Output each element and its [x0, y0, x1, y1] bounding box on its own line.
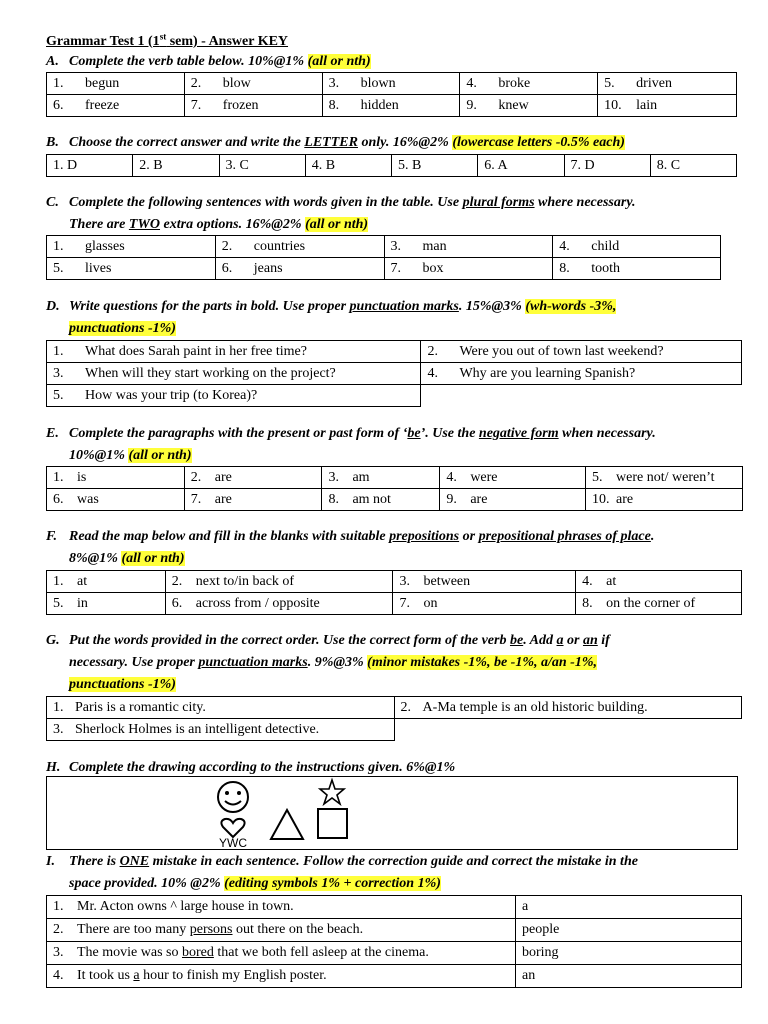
section-i-table: [46, 895, 742, 988]
item-number: 4.: [53, 968, 64, 983]
answer-text: are: [470, 491, 488, 507]
section-e-heading: [46, 423, 656, 467]
item-number: 5.: [53, 595, 64, 611]
item-number: 3.: [53, 721, 64, 737]
answer-text: is: [77, 469, 87, 485]
section-text: space provided. 10% @2%: [69, 876, 225, 891]
table-row: [47, 155, 737, 177]
section-text: 8%@1%: [69, 551, 122, 566]
section-text: where necessary.: [534, 195, 636, 210]
answer-cell: [394, 697, 741, 719]
answer-text: am: [352, 469, 370, 485]
sentence-text: hour to finish my English poster.: [139, 968, 327, 983]
mistake-word: a: [133, 968, 140, 983]
section-c-table: [46, 235, 721, 280]
section-text: Write questions for the parts in bold. Use proper: [69, 299, 350, 314]
answer-text: Why are you learning Spanish?: [459, 365, 636, 381]
answer-text: child: [591, 238, 620, 254]
answer-text: begun: [85, 75, 120, 91]
drawing-box: [46, 776, 738, 850]
sentence-cell: [47, 896, 516, 919]
scoring-note: punctuations -1%): [69, 321, 176, 336]
item-number: 4.: [466, 75, 477, 91]
answer-cell: 1. D: [47, 155, 133, 177]
answer-cell: 8. C: [650, 155, 736, 177]
section-text: extra options. 16%@2%: [160, 217, 306, 232]
title-post: sem) - Answer KEY: [166, 33, 289, 49]
square-icon: [318, 809, 347, 838]
item-number: 8.: [328, 97, 340, 113]
answer-cell: [47, 697, 395, 719]
sentence-cell: [47, 942, 516, 965]
answer-cell: [47, 95, 185, 117]
section-d-heading: [46, 296, 616, 340]
answer-cell: [576, 593, 742, 615]
ywc-label: YWC: [219, 836, 247, 849]
answer-cell: [47, 258, 216, 280]
section-text: . Add: [523, 633, 557, 648]
answer-cell: 4. B: [305, 155, 391, 177]
item-number: 1.: [53, 573, 64, 589]
section-text-underlined: ONE: [119, 854, 150, 869]
answer-text: blow: [222, 75, 251, 91]
item-number: 7.: [390, 260, 402, 276]
item-number: 2.: [171, 573, 183, 589]
answer-cell: [576, 571, 742, 593]
answer-text: on the corner of: [606, 595, 696, 611]
table-row: [47, 385, 742, 407]
item-number: 7.: [399, 595, 410, 611]
section-text: There is: [69, 854, 120, 869]
table-row: [47, 593, 742, 615]
table-row: [47, 258, 721, 280]
section-text: if: [597, 633, 610, 648]
answer-cell: [440, 489, 586, 511]
answer-text: was: [77, 491, 99, 507]
section-letter: G.: [46, 633, 60, 648]
item-number: 3.: [328, 469, 339, 485]
sentence-text: There are too many: [77, 922, 190, 937]
scoring-note: (editing symbols 1% + correction 1%): [224, 876, 441, 891]
correction-cell: an: [516, 965, 742, 988]
table-row: [47, 95, 737, 117]
item-number: 5.: [604, 75, 615, 91]
section-a-heading: [46, 51, 371, 73]
drawing: [47, 777, 737, 849]
page-title: [46, 31, 288, 50]
answer-cell: [460, 95, 598, 117]
table-row: [47, 489, 743, 511]
scoring-note: (minor mistakes -1%, be -1%, a/an -1%,: [367, 655, 597, 670]
answer-text: Paris is a romantic city.: [75, 699, 206, 715]
section-text-underlined: punctuation marks: [198, 655, 308, 670]
answer-cell: [47, 363, 421, 385]
item-number: 3.: [399, 573, 410, 589]
correction-cell: boring: [516, 942, 742, 965]
item-number: 3.: [328, 75, 340, 91]
item-number: 7.: [190, 491, 202, 507]
item-number: 2.: [53, 922, 64, 937]
section-letter: A.: [46, 54, 59, 69]
scoring-note: (wh-words -3%,: [525, 299, 617, 314]
item-number: 2.: [400, 699, 412, 715]
answer-text: are: [616, 491, 634, 507]
sentence-text: that we both fell asleep at the cinema.: [213, 945, 429, 960]
answer-text: were: [470, 469, 498, 485]
item-number: 3.: [390, 238, 402, 254]
answer-text: are: [214, 469, 232, 485]
scoring-note: punctuations -1%): [69, 677, 176, 692]
item-number: 9.: [446, 491, 457, 507]
item-number: 8.: [559, 260, 570, 276]
answer-cell: [393, 593, 576, 615]
section-text-underlined: negative form: [478, 426, 559, 441]
item-number: 1.: [53, 699, 64, 715]
answer-cell: [322, 95, 460, 117]
smiley-face-icon: [218, 782, 248, 812]
item-number: 7.: [190, 97, 202, 113]
section-letter: B.: [46, 135, 59, 150]
item-number: 2.: [427, 343, 438, 359]
answer-text: hidden: [360, 97, 399, 113]
answer-cell: [47, 467, 185, 489]
scoring-note: (all or nth): [121, 551, 185, 566]
sentence-text: The movie was so: [77, 945, 182, 960]
item-number: 4.: [427, 365, 438, 381]
answer-cell: [47, 73, 185, 95]
answer-text: A-Ma temple is an old historic building.: [422, 699, 648, 715]
answer-cell: [553, 236, 721, 258]
answer-text: driven: [636, 75, 672, 91]
answer-cell: 7. D: [564, 155, 650, 177]
section-text: . 9%@3%: [307, 655, 368, 670]
section-text: There are: [69, 217, 129, 232]
section-g-table: [46, 696, 742, 741]
answer-cell: [440, 467, 586, 489]
item-number: 1.: [53, 238, 64, 254]
answer-text: How was your trip (to Korea)?: [85, 387, 258, 403]
table-row: [47, 467, 743, 489]
section-text-underlined: prepositional phrases of place: [478, 529, 651, 544]
answer-cell: [47, 571, 166, 593]
answer-cell: [421, 363, 742, 385]
section-a-table: [46, 72, 737, 117]
section-text: Read the map below and fill in the blanks with suitable: [69, 529, 390, 544]
section-text-underlined: a: [556, 633, 564, 648]
answer-text: blown: [360, 75, 396, 91]
section-text: necessary. Use proper: [69, 655, 199, 670]
answer-text: between: [423, 573, 471, 589]
sentence-text: Mr. Acton owns ^ large house in town.: [77, 899, 294, 914]
section-text: or: [563, 633, 583, 648]
answer-cell: [47, 489, 185, 511]
answer-text: freeze: [85, 97, 120, 113]
scoring-note: (all or nth): [305, 217, 369, 232]
star-icon: [320, 780, 344, 804]
section-text: Complete the following sentences with words given in the table. Use: [69, 195, 463, 210]
section-text: when necessary.: [558, 426, 656, 441]
answer-cell: [215, 236, 384, 258]
answer-text: tooth: [591, 260, 621, 276]
answer-text: jeans: [253, 260, 283, 276]
answer-cell: [598, 73, 737, 95]
answer-cell: [322, 489, 440, 511]
item-number: 4.: [446, 469, 457, 485]
answer-cell: [47, 593, 166, 615]
sentence-text: It took us: [77, 968, 134, 983]
answer-cell: [460, 73, 598, 95]
section-f-table: [46, 570, 742, 615]
answer-text: man: [422, 238, 447, 254]
section-text-underlined: be: [407, 426, 421, 441]
item-number: 3.: [53, 365, 64, 381]
item-number: 9.: [466, 97, 477, 113]
triangle-icon: [271, 810, 303, 839]
section-text: only. 16%@2%: [357, 135, 453, 150]
answer-text: next to/in back of: [195, 573, 295, 589]
answer-text: box: [422, 260, 444, 276]
answer-cell: [165, 593, 393, 615]
table-row: [47, 341, 742, 363]
section-text-underlined: LETTER: [304, 135, 358, 150]
item-number: 3.: [53, 945, 64, 960]
mistake-word: persons: [189, 922, 233, 937]
item-number: 2.: [190, 469, 202, 485]
answer-text: lain: [636, 97, 658, 113]
section-text-underlined: prepositions: [389, 529, 460, 544]
answer-text: across from / opposite: [195, 595, 320, 611]
answer-text: glasses: [85, 238, 125, 254]
sentence-cell: [47, 965, 516, 988]
item-number: 1.: [53, 343, 64, 359]
section-text: Complete the paragraphs with the present or past form of ‘: [69, 426, 408, 441]
item-number: 2.: [221, 238, 233, 254]
item-number: 8.: [328, 491, 339, 507]
answer-text: were not/ weren’t: [616, 469, 715, 485]
section-text-underlined: be: [509, 633, 524, 648]
answer-text: When will they start working on the project?: [85, 365, 336, 381]
section-text: Complete the drawing according to the instructions given. 6%@1%: [69, 760, 456, 775]
section-letter: C.: [46, 195, 59, 210]
answer-cell: [184, 489, 322, 511]
item-number: 10.: [592, 491, 610, 507]
section-text-underlined: an: [582, 633, 598, 648]
item-number: 6.: [221, 260, 233, 276]
section-letter: E.: [46, 426, 59, 441]
answer-text: countries: [253, 238, 306, 254]
table-row: [47, 73, 737, 95]
answer-cell: [47, 341, 421, 363]
answer-cell: [215, 258, 384, 280]
empty-cell: [421, 385, 742, 407]
section-g-heading: [46, 630, 746, 696]
section-text: . 15%@3%: [458, 299, 526, 314]
heart-icon: [221, 819, 244, 837]
answer-cell: 3. C: [219, 155, 305, 177]
answer-cell: [393, 571, 576, 593]
answer-text: in: [77, 595, 88, 611]
item-number: 4.: [559, 238, 570, 254]
answer-cell: [47, 236, 216, 258]
table-row: [47, 942, 742, 965]
answer-text: What does Sarah paint in her free time?: [85, 343, 307, 359]
table-row: [47, 363, 742, 385]
section-letter: D.: [46, 299, 60, 314]
section-text-underlined: plural forms: [462, 195, 535, 210]
answer-cell: [184, 467, 322, 489]
section-i-heading: [46, 851, 638, 895]
section-c-heading: [46, 192, 636, 236]
table-row: [47, 697, 742, 719]
answer-cell: [322, 73, 460, 95]
section-text: or: [459, 529, 479, 544]
answer-cell: [553, 258, 721, 280]
section-letter: H.: [46, 760, 61, 775]
answer-text: at: [77, 573, 88, 589]
table-row: [47, 571, 742, 593]
scoring-note: (all or nth): [128, 448, 192, 463]
sentence-text: out there on the beach.: [232, 922, 364, 937]
title-sup: st: [159, 31, 167, 41]
correction-cell: a: [516, 896, 742, 919]
section-text: Put the words provided in the correct order. Use the correct form of the verb: [69, 633, 510, 648]
item-number: 1.: [53, 469, 64, 485]
section-text: mistake in each sentence. Follow the correction guide and correct the mistake in the: [149, 854, 638, 869]
answer-text: on: [423, 595, 438, 611]
section-b-heading: [46, 132, 625, 154]
section-e-table: [46, 466, 743, 511]
answer-cell: [598, 95, 737, 117]
answer-cell: [184, 73, 322, 95]
answer-cell: [322, 467, 440, 489]
answer-cell: [586, 467, 743, 489]
answer-text: Were you out of town last weekend?: [459, 343, 664, 359]
answer-cell: [384, 258, 553, 280]
answer-text: lives: [85, 260, 112, 276]
item-number: 5.: [53, 387, 64, 403]
answer-text: at: [606, 573, 617, 589]
answer-text: frozen: [222, 97, 259, 113]
section-text: ’. Use the: [420, 426, 479, 441]
answer-text: knew: [498, 97, 529, 113]
answer-text: broke: [498, 75, 531, 91]
item-number: 5.: [53, 260, 64, 276]
scoring-note: (lowercase letters -0.5% each): [452, 135, 625, 150]
answer-cell: [586, 489, 743, 511]
section-letter: F.: [46, 529, 58, 544]
section-text: Choose the correct answer and write the: [69, 135, 305, 150]
table-row: [47, 896, 742, 919]
answer-cell: [165, 571, 393, 593]
answer-cell: [184, 95, 322, 117]
sentence-cell: [47, 919, 516, 942]
section-text-underlined: TWO: [128, 217, 161, 232]
item-number: 8.: [582, 595, 593, 611]
table-row: [47, 236, 721, 258]
answer-cell: [421, 341, 742, 363]
answer-cell: 6. A: [478, 155, 564, 177]
empty-cell: [394, 719, 741, 741]
table-row: [47, 919, 742, 942]
section-text: 10%@1%: [69, 448, 129, 463]
section-text: .: [650, 529, 655, 544]
item-number: 1.: [53, 899, 64, 914]
section-text-underlined: punctuation marks: [349, 299, 459, 314]
answer-cell: [47, 385, 421, 407]
item-number: 10.: [604, 97, 622, 113]
answer-cell: [47, 719, 395, 741]
section-f-heading: [46, 526, 654, 570]
item-number: 5.: [592, 469, 603, 485]
answer-cell: 2. B: [133, 155, 219, 177]
scoring-note: (all or nth): [307, 54, 371, 69]
answer-cell: [384, 236, 553, 258]
table-row: [47, 719, 742, 741]
item-number: 6.: [171, 595, 183, 611]
section-text: Complete the verb table below. 10%@1%: [69, 54, 308, 69]
mistake-word: bored: [181, 945, 214, 960]
title-pre: Grammar Test 1 (1: [46, 33, 160, 49]
section-d-table: [46, 340, 742, 407]
table-row: [47, 965, 742, 988]
item-number: 1.: [53, 75, 64, 91]
answer-text: Sherlock Holmes is an intelligent detective.: [75, 721, 320, 737]
answer-text: am not: [352, 491, 391, 507]
item-number: 6.: [53, 491, 64, 507]
correction-cell: people: [516, 919, 742, 942]
item-number: 4.: [582, 573, 593, 589]
item-number: 2.: [190, 75, 202, 91]
section-letter: I.: [46, 854, 55, 869]
answer-cell: 5. B: [392, 155, 478, 177]
section-b-table: [46, 154, 737, 177]
answer-text: are: [214, 491, 232, 507]
item-number: 6.: [53, 97, 64, 113]
